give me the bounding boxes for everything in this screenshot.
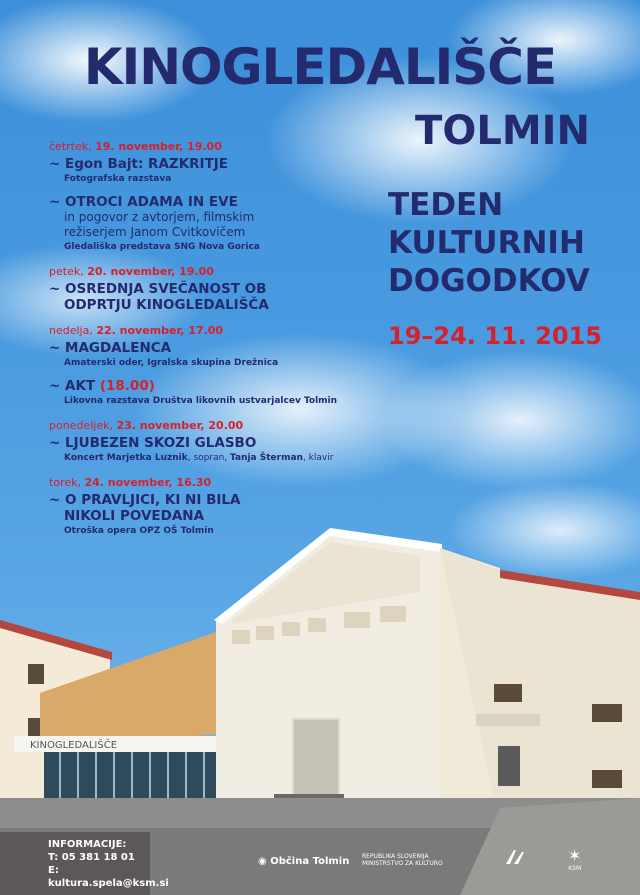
- poster-title-town: TOLMIN: [415, 108, 590, 154]
- event-title-main: ~ AKT: [49, 378, 96, 394]
- event-note: Amaterski oder, Igralska skupina Drežnica: [64, 358, 279, 368]
- info-label: INFORMACIJE:: [48, 839, 127, 850]
- event-datetime: 24. november, 16.30: [84, 476, 212, 489]
- ksm-logo: [568, 846, 581, 872]
- crest-icon: ◉: [258, 856, 267, 867]
- event-title: ~ MAGDALENCA: [49, 340, 172, 356]
- event-date: [49, 419, 369, 433]
- event-datetime: 23. november, 20.00: [116, 419, 244, 432]
- event-weekday: ponedeljek,: [49, 419, 113, 432]
- subtitle-line: TEDEN: [388, 187, 504, 223]
- ministry-logo: [362, 853, 443, 867]
- event-weekday: petek,: [49, 265, 84, 278]
- note-performer: Koncert Marjetka Luznik: [64, 453, 188, 463]
- subtitle-line: DOGODKOV: [388, 263, 590, 299]
- info-phone[interactable]: T: 05 381 18 01: [48, 852, 135, 863]
- ksm-label: KSM: [568, 865, 582, 872]
- event-note: Gledališka predstava SNG Nova Gorica: [64, 242, 260, 252]
- event-note: [49, 452, 369, 465]
- event-title: [49, 378, 369, 394]
- building-sign: KINOGLEDALIŠČE: [30, 740, 118, 751]
- event-title-cont: ODPRTJU KINOGLEDALIŠČA: [64, 297, 269, 313]
- event-text: režiserjem Janom Cvitkovičem: [64, 225, 246, 239]
- event-date: [49, 324, 369, 338]
- event-datetime: 20. november, 19.00: [87, 265, 214, 278]
- subtitle-line: KULTURNIH: [388, 225, 585, 261]
- event-date: [49, 140, 369, 154]
- event-note: Otroška opera OPZ OŠ Tolmin: [64, 526, 214, 536]
- poster-title: KINOGLEDALIŠČE: [83, 38, 557, 96]
- obcina-label: Občina Tolmin: [270, 856, 350, 867]
- event-note: Likovna razstava Društva likovnih ustvarjalcev Tolmin: [64, 396, 338, 406]
- poster-subtitle: [388, 186, 590, 300]
- event-date: [49, 265, 369, 279]
- event-datetime: 19. november, 19.00: [95, 140, 222, 153]
- runner-icon: ✶: [568, 846, 582, 865]
- obcina-tolmin-logo: [258, 856, 349, 867]
- event-title: ~ Egon Bajt: RAZKRITJE: [49, 156, 229, 172]
- ministry-line: MINISTRSTVO ZA KULTURO: [362, 860, 443, 867]
- event-datetime: 22. november, 17.00: [96, 324, 224, 337]
- event-weekday: četrtek,: [49, 140, 92, 153]
- note-role: , sopran,: [187, 453, 231, 463]
- event-title: ~ OTROCI ADAMA IN EVE: [49, 194, 238, 210]
- event-title: ~ OSREDNJA SVEČANOST OB: [49, 281, 267, 297]
- kd-logo-icon: [502, 846, 528, 868]
- event-time-extra: (18.00): [99, 378, 155, 394]
- note-performer: Tanja Šterman: [230, 453, 303, 463]
- event-text: in pogovor z avtorjem, filmskim: [64, 210, 255, 224]
- note-role: , klavir: [302, 453, 334, 463]
- event-weekday: nedelja,: [49, 324, 93, 337]
- info-box: [0, 832, 169, 895]
- ministry-line: REPUBLIKA SLOVENIJA: [362, 853, 429, 860]
- event-note: Fotografska razstava: [64, 174, 172, 184]
- event-weekday: torek,: [49, 476, 81, 489]
- date-range: 19–24. 11. 2015: [388, 322, 602, 350]
- event-title-cont: NIKOLI POVEDANA: [64, 508, 205, 524]
- event-title: ~ LJUBEZEN SKOZI GLASBO: [49, 435, 257, 451]
- event-date: [49, 476, 369, 490]
- event-title: ~ O PRAVLJICI, KI NI BILA: [49, 492, 241, 508]
- event-list: [49, 140, 369, 538]
- info-email[interactable]: E: kultura.spela@ksm.si: [48, 865, 169, 889]
